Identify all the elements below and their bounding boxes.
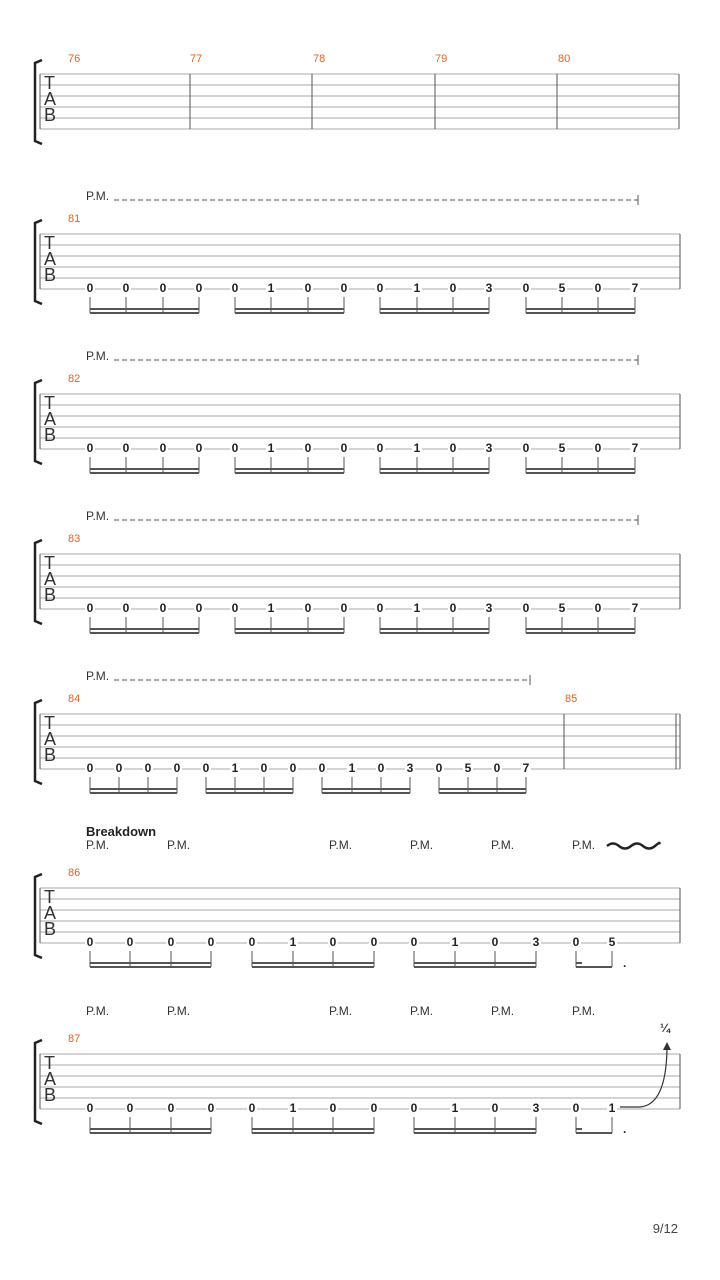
tab-clef-letter: B — [44, 425, 57, 445]
palm-mute-label: P.M. — [86, 189, 110, 203]
fret-number: 0 — [329, 935, 337, 949]
fret-number: 3 — [485, 281, 493, 295]
fret-number: 0 — [435, 761, 443, 775]
fret-number: 3 — [485, 441, 493, 455]
fret-number: 0 — [86, 601, 94, 615]
fret-number: 0 — [195, 601, 203, 615]
fret-number: 0 — [231, 281, 239, 295]
tab-clef-letter: B — [44, 105, 57, 125]
palm-mute-label: P.M. — [86, 1004, 110, 1018]
tab-clef-letter: T — [44, 1053, 55, 1073]
fret-number: 0 — [491, 1101, 499, 1115]
palm-mute-label: P.M. — [572, 1004, 596, 1018]
tab-clef-letter: A — [44, 903, 57, 923]
fret-number: 0 — [370, 935, 378, 949]
fret-number: 0 — [410, 935, 418, 949]
fret-number: 0 — [329, 1101, 337, 1115]
fret-number: 3 — [532, 1101, 540, 1115]
fret-number: 0 — [86, 441, 94, 455]
measure-number: 78 — [313, 53, 326, 65]
dotted-duration: . — [623, 1122, 627, 1136]
palm-mute-label: P.M. — [167, 1004, 191, 1018]
fret-number: 1 — [451, 935, 459, 949]
fret-number: 1 — [231, 761, 239, 775]
fret-number: 0 — [376, 441, 384, 455]
palm-mute-label: P.M. — [329, 838, 353, 852]
fret-number: 0 — [195, 441, 203, 455]
fret-number: 0 — [370, 1101, 378, 1115]
fret-number: 0 — [126, 1101, 134, 1115]
fret-number: 5 — [464, 761, 472, 775]
fret-number: 0 — [115, 761, 123, 775]
tab-clef-letter: B — [44, 919, 57, 939]
fret-number: 1 — [413, 281, 421, 295]
fret-number: 0 — [202, 761, 210, 775]
fret-number: 3 — [485, 601, 493, 615]
fret-number: 0 — [522, 441, 530, 455]
fret-number: 1 — [289, 935, 297, 949]
fret-number: 1 — [413, 441, 421, 455]
fret-number: 0 — [144, 761, 152, 775]
fret-number: 0 — [248, 1101, 256, 1115]
system-bracket — [35, 1040, 42, 1124]
fret-number: 0 — [86, 1101, 94, 1115]
tab-clef-letter: T — [44, 393, 55, 413]
measure-number: 76 — [68, 53, 81, 65]
tab-clef-letter: T — [44, 73, 55, 93]
fret-number: 0 — [304, 281, 312, 295]
fret-number: 0 — [122, 441, 130, 455]
fret-number: 0 — [207, 935, 215, 949]
palm-mute-label: P.M. — [167, 838, 191, 852]
palm-mute-label: P.M. — [572, 838, 596, 852]
tab-clef-letter: A — [44, 569, 57, 589]
system-bracket — [35, 380, 42, 464]
fret-number: 0 — [167, 1101, 175, 1115]
fret-number: 1 — [608, 1101, 616, 1115]
fret-number: 0 — [231, 601, 239, 615]
fret-number: 3 — [532, 935, 540, 949]
measure-number: 82 — [68, 373, 81, 385]
fret-number: 0 — [594, 281, 602, 295]
measure-number: 81 — [68, 213, 81, 225]
page-number: 9/12 — [652, 1221, 678, 1236]
fret-number: 0 — [260, 761, 268, 775]
fret-number: 0 — [340, 281, 348, 295]
fret-number: 0 — [522, 281, 530, 295]
fret-number: 5 — [608, 935, 616, 949]
palm-mute-label: P.M. — [329, 1004, 353, 1018]
tab-clef-letter: B — [44, 585, 57, 605]
fret-number: 0 — [304, 601, 312, 615]
fret-number: 0 — [493, 761, 501, 775]
fret-number: 0 — [159, 601, 167, 615]
tab-clef-letter: A — [44, 409, 57, 429]
system-bracket — [35, 700, 42, 784]
fret-number: 0 — [594, 441, 602, 455]
tab-clef-letter: A — [44, 729, 57, 749]
vibrato-mark — [607, 843, 660, 849]
measure-number: 87 — [68, 1033, 81, 1045]
bend-arrow-icon — [663, 1042, 671, 1050]
palm-mute-label: P.M. — [491, 1004, 515, 1018]
fret-number: 0 — [86, 281, 94, 295]
fret-number: 7 — [631, 441, 639, 455]
palm-mute-label: P.M. — [491, 838, 515, 852]
fret-number: 5 — [558, 441, 566, 455]
fret-number: 0 — [594, 601, 602, 615]
palm-mute-label: P.M. — [86, 838, 110, 852]
fret-number: 0 — [86, 761, 94, 775]
fret-number: 0 — [207, 1101, 215, 1115]
fret-number: 7 — [631, 601, 639, 615]
fret-number: 3 — [406, 761, 414, 775]
dotted-duration: . — [623, 956, 627, 970]
measure-number: 85 — [565, 693, 578, 705]
measure-number: 83 — [68, 533, 81, 545]
fret-number: 0 — [377, 761, 385, 775]
fret-number: 7 — [631, 281, 639, 295]
fret-number: 0 — [572, 1101, 580, 1115]
palm-mute-label: P.M. — [410, 838, 434, 852]
system-bracket — [35, 540, 42, 624]
palm-mute-label: P.M. — [86, 349, 110, 363]
tab-clef-letter: B — [44, 265, 57, 285]
system-bracket — [35, 60, 42, 144]
system-bracket — [35, 220, 42, 304]
fret-number: 0 — [449, 281, 457, 295]
fret-number: 1 — [289, 1101, 297, 1115]
fret-number: 1 — [267, 441, 275, 455]
measure-number: 84 — [68, 693, 81, 705]
fret-number: 0 — [376, 601, 384, 615]
fret-number: 0 — [340, 601, 348, 615]
tab-clef-letter: T — [44, 713, 55, 733]
fret-number: 1 — [451, 1101, 459, 1115]
fret-number: 0 — [449, 601, 457, 615]
fret-number: 0 — [304, 441, 312, 455]
tab-clef-letter: T — [44, 887, 55, 907]
fret-number: 0 — [86, 935, 94, 949]
fret-number: 0 — [491, 935, 499, 949]
fret-number: 0 — [122, 601, 130, 615]
fret-number: 0 — [376, 281, 384, 295]
fret-number: 0 — [159, 441, 167, 455]
measure-number: 80 — [558, 53, 571, 65]
fret-number: 0 — [173, 761, 181, 775]
bend-amount: ¼ — [660, 1021, 671, 1035]
fret-number: 7 — [522, 761, 530, 775]
palm-mute-label: P.M. — [410, 1004, 434, 1018]
fret-number: 0 — [340, 441, 348, 455]
fret-number: 0 — [318, 761, 326, 775]
palm-mute-label: P.M. — [86, 509, 110, 523]
fret-number: 0 — [572, 935, 580, 949]
system-bracket — [35, 874, 42, 958]
fret-number: 0 — [126, 935, 134, 949]
tab-clef-letter: B — [44, 745, 57, 765]
fret-number: 1 — [413, 601, 421, 615]
fret-number: 0 — [449, 441, 457, 455]
fret-number: 0 — [159, 281, 167, 295]
measure-number: 79 — [435, 53, 448, 65]
tab-clef-letter: A — [44, 1069, 57, 1089]
fret-number: 5 — [558, 601, 566, 615]
palm-mute-label: P.M. — [86, 669, 110, 683]
fret-number: 0 — [410, 1101, 418, 1115]
fret-number: 0 — [231, 441, 239, 455]
fret-number: 0 — [122, 281, 130, 295]
fret-number: 1 — [348, 761, 356, 775]
fret-number: 0 — [195, 281, 203, 295]
measure-number: 77 — [190, 53, 203, 65]
fret-number: 5 — [558, 281, 566, 295]
fret-number: 0 — [522, 601, 530, 615]
section-title: Breakdown — [86, 824, 157, 839]
fret-number: 0 — [248, 935, 256, 949]
fret-number: 0 — [289, 761, 297, 775]
tab-clef-letter: T — [44, 553, 55, 573]
tab-clef-letter: A — [44, 249, 57, 269]
tab-clef-letter: B — [44, 1085, 57, 1105]
tab-clef-letter: A — [44, 89, 57, 109]
tab-clef-letter: T — [44, 233, 55, 253]
fret-number: 1 — [267, 281, 275, 295]
fret-number: 0 — [167, 935, 175, 949]
fret-number: 1 — [267, 601, 275, 615]
measure-number: 86 — [68, 867, 81, 879]
